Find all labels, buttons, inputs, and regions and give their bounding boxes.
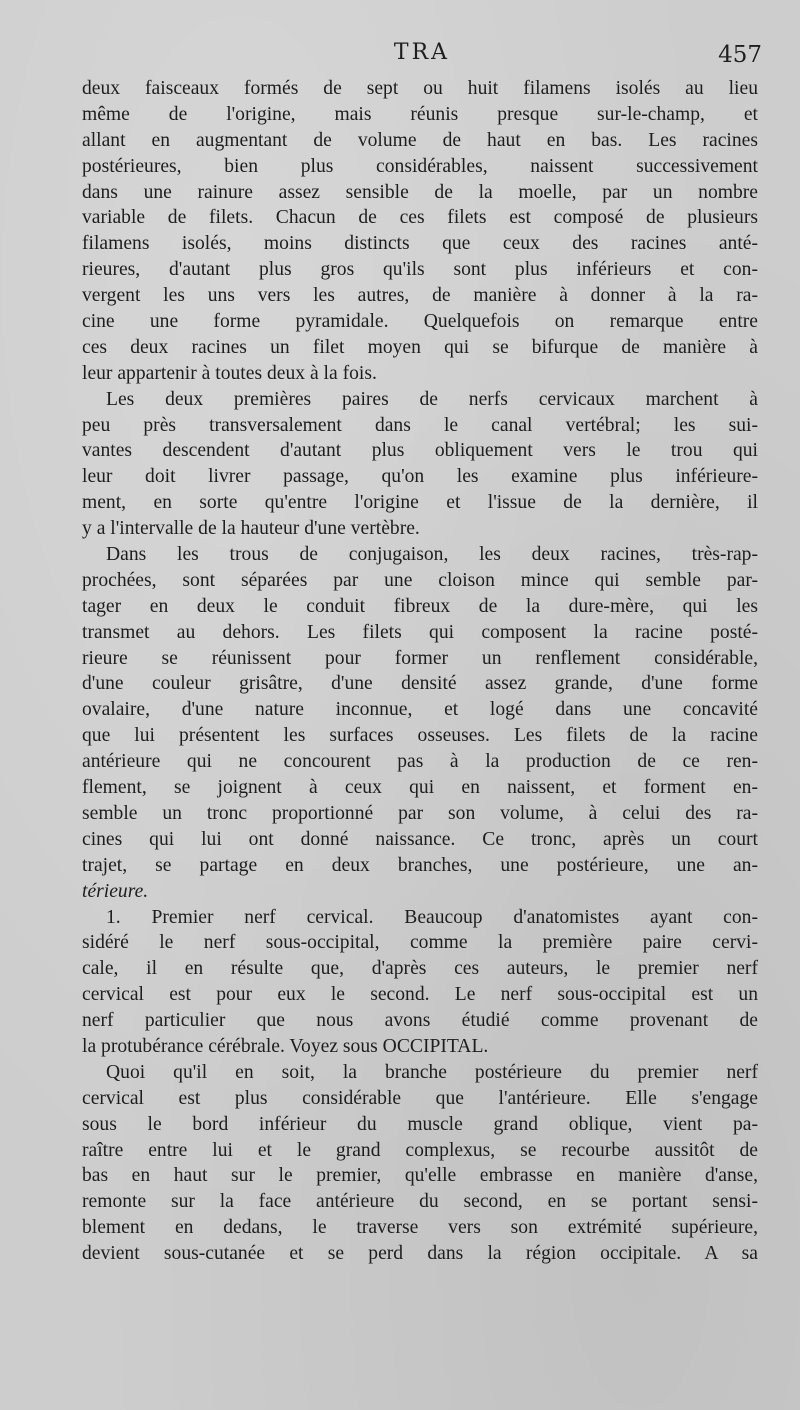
body-text (82, 76, 758, 1267)
text-line: variable de filets. Chacun de ces filets est composé de plusieurs (82, 207, 758, 229)
text-line: transmet au dehors. Les filets qui composent la racine posté- (82, 621, 758, 643)
text-line: leur appartenir à toutes deux à la fois. (82, 362, 377, 384)
text-line: sous le bord inférieur du muscle grand oblique, vient pa- (82, 1113, 758, 1135)
text-line: Quoi qu'il en soit, la branche postérieure du premier nerf (106, 1061, 758, 1083)
page-header (82, 40, 762, 76)
text-line: devient sous-cutanée et se perd dans la région occipitale. A sa (82, 1243, 758, 1265)
text-line: vergent les uns vers les autres, de manière à donner à la ra- (82, 285, 758, 307)
text-line: même de l'origine, mais réunis presque sur-le-champ, et (82, 103, 758, 125)
text-line: antérieure qui ne concourent pas à la production de ce ren- (82, 751, 758, 773)
text-line: y a l'intervalle de la hauteur d'une vertèbre. (82, 518, 420, 540)
text-line: cines qui lui ont donné naissance. Ce tronc, après un court (82, 828, 758, 850)
text-line: 1. Premier nerf cervical. Beaucoup d'anatomistes ayant con- (106, 906, 758, 928)
text-line: d'une couleur grisâtre, d'une densité assez grande, d'une forme (82, 673, 758, 695)
paragraph-4 (82, 905, 758, 1060)
text-line: semble un tronc proportionné par son volume, à celui des ra- (82, 802, 758, 824)
text-line: trajet, se partage en deux branches, une postérieure, une an- (82, 854, 758, 876)
paragraph-5 (82, 1060, 758, 1267)
text-line: leur doit livrer passage, qu'on les examine plus inférieure- (82, 466, 758, 488)
text-line: sidéré le nerf sous-occipital, comme la première paire cervi- (82, 932, 758, 954)
text-line: blement en dedans, le traverse vers son extrémité supérieure, (82, 1217, 758, 1239)
text-line: cale, il en résulte que, d'après ces auteurs, le premier nerf (82, 958, 758, 980)
text-line: tager en deux le conduit fibreux de la dure-mère, qui les (82, 595, 758, 617)
text-line: rieure se réunissent pour former un renflement considérable, (82, 647, 758, 669)
text-line: cine une forme pyramidale. Quelquefois on remarque entre (82, 311, 758, 333)
text-line: filamens isolés, moins distincts que ceux des racines anté- (82, 233, 758, 255)
text-line: remonte sur la face antérieure du second, en se portant sensi- (82, 1191, 758, 1213)
text-line: deux faisceaux formés de sept ou huit filamens isolés au lieu (82, 78, 758, 99)
paragraph-3 (82, 542, 758, 904)
text-line: prochées, sont séparées par une cloison mince qui semble par- (82, 569, 758, 591)
text-line: Les deux premières paires de nerfs cervicaux marchent à (106, 388, 758, 410)
text-line: rieures, d'autant plus gros qu'ils sont plus inférieurs et con- (82, 259, 758, 281)
text-line: cervical est plus considérable que l'antérieure. Elle s'engage (82, 1087, 758, 1109)
text-line: térieure. (82, 880, 149, 902)
text-line: que lui présentent les surfaces osseuses. Les filets de la racine (82, 725, 758, 747)
page-number: 457 (718, 42, 762, 68)
text-line: raître entre lui et le grand complexus, se recourbe aussitôt de (82, 1139, 758, 1161)
text-line: Dans les trous de conjugaison, les deux racines, très-rap- (106, 544, 758, 566)
text-line: nerf particulier que nous avons étudié comme provenant de (82, 1010, 758, 1032)
text-line: allant en augmentant de volume de haut en bas. Les racines (82, 129, 758, 151)
text-line: dans une rainure assez sensible de la moelle, par un nombre (82, 181, 758, 203)
text-line: postérieures, bien plus considérables, naissent successivement (82, 155, 758, 177)
paragraph-1 (82, 76, 758, 387)
text-line: flement, se joignent à ceux qui en naissent, et forment en- (82, 777, 758, 799)
text-line: ment, en sorte qu'entre l'origine et l'issue de la dernière, il (82, 492, 758, 514)
text-line: ces deux racines un filet moyen qui se bifurque de manière à (82, 336, 758, 358)
text-line: vantes descendent d'autant plus obliquement vers le trou qui (82, 440, 758, 462)
text-line: ovalaire, d'une nature inconnue, et logé dans une concavité (82, 699, 758, 721)
text-line: cervical est pour eux le second. Le nerf sous-occipital est un (82, 984, 758, 1006)
running-head: TRA (393, 40, 451, 65)
paragraph-2 (82, 387, 758, 542)
text-line: la protubérance cérébrale. Voyez sous OCCIPITAL. (82, 1035, 489, 1057)
text-line: bas en haut sur le premier, qu'elle embrasse en manière d'anse, (82, 1165, 758, 1187)
text-line: peu près transversalement dans le canal vertébral; les sui- (82, 414, 758, 436)
